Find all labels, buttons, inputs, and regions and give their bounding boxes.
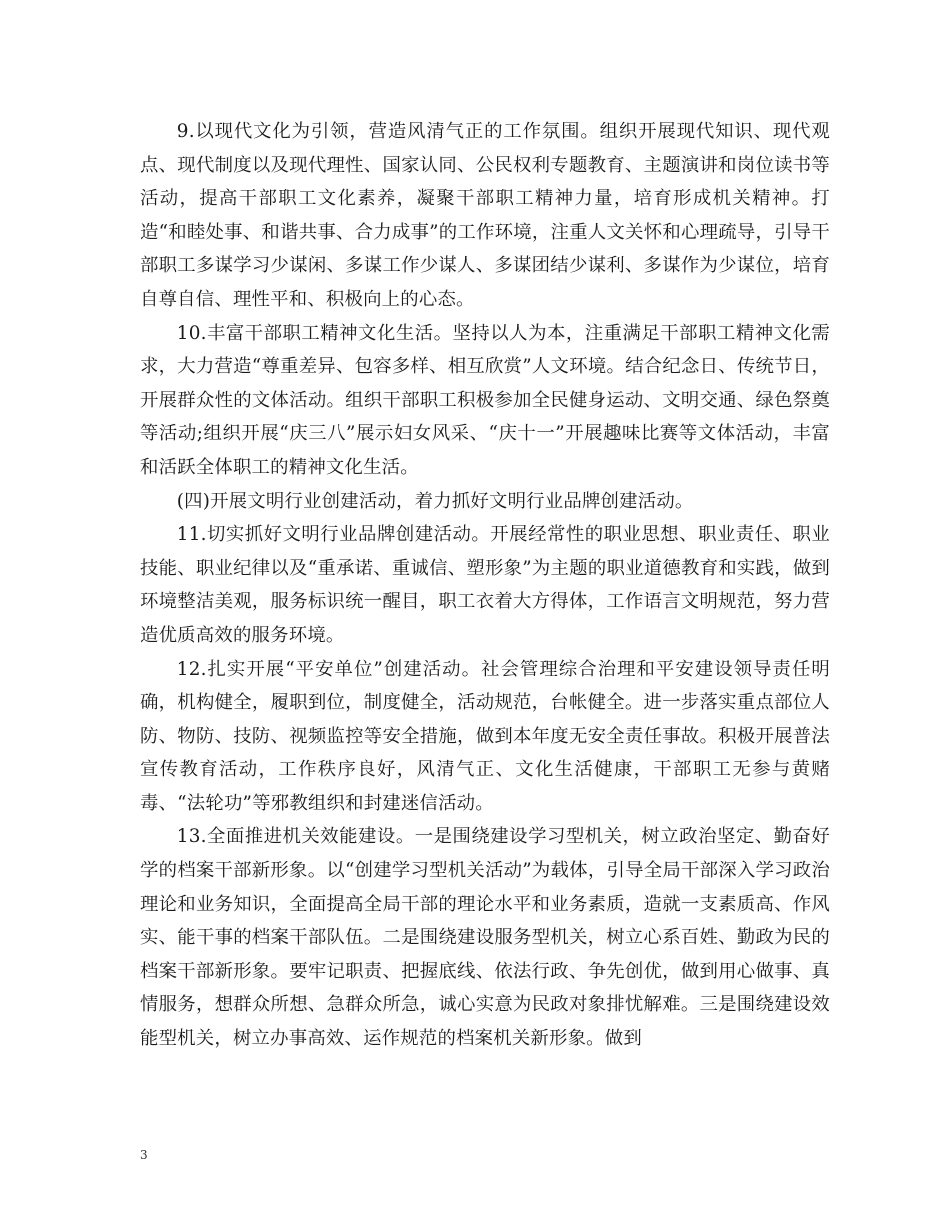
page-number: 3 [140,1148,148,1162]
paragraph-12: 12.扎实开展“平安单位”创建活动。社会管理综合治理和平安建设领导责任明确，机构健全，履职到位，制度健全，活动规范，台帐健全。进一步落实重点部位人防、物防、技防、视频监控等安全措施，做到本年度无安全责任事故。积极开展普法宣传教育活动，工作秩序良好，风清气正、文化生活健康，干部职工无参与黄赌毒、“法轮功”等邪教组织和封建迷信活动。 [140,658,830,814]
paragraph-13: 13.全面推进机关效能建设。一是围绕建设学习型机关，树立政治坚定、勤奋好学的档案干部新形象。以“创建学习型机关活动”为载体，引导全局干部深入学习政治理论和业务知识，全面提高全局干部的理论水平和业务素质，造就一支素质高、作风实、能干事的档案干部队伍。二是围绕建设服务型机关，树立心系百姓、勤政为民的档案干部新形象。要牢记职责、把握底线、依法行政、争先创优，做到用心做事、真情服务，想群众所想、急群众所急，诚心实意为民政对象排忧解难。三是围绕建设效能型机关，树立办事高效、运作规范的档案机关新形象。做到 [140,826,830,1050]
paragraph-11: 11.切实抓好文明行业品牌创建活动。开展经常性的职业思想、职业责任、职业技能、职业纪律以及“重承诺、重诚信、塑形象”为主题的职业道德教育和实践，做到环境整洁美观，服务标识统一醒目，职工衣着大方得体，工作语言文明规范，努力营造优质高效的服务环境。 [140,524,830,646]
paragraph-9: 9.以现代文化为引领，营造风清气正的工作氛围。组织开展现代知识、现代观点、现代制度以及现代理性、国家认同、公民权利专题教育、主题演讲和岗位读书等活动，提高干部职工文化素养，凝聚干部职工精神力量，培育形成机关精神。打造“和睦处事、和谐共事、合力成事”的工作环境，注重人文关怀和心理疏导，引导干部职工多谋学习少谋闲、多谋工作少谋人、多谋团结少谋利、多谋作为少谋位，培育自尊自信、理性平和、积极向上的心态。 [140,121,830,310]
paragraph-10: 10.丰富干部职工精神文化生活。坚持以人为本，注重满足干部职工精神文化需求，大力营造“尊重差异、包容多样、相互欣赏”人文环境。结合纪念日、传统节日，开展群众性的文体活动。组织干部职工积极参加全民健身运动、文明交通、绿色祭奠等活动;组织开展“庆三八”展示妇女风采、“庆十一”开展趣味比赛等文体活动，丰富和活跃全体职工的精神文化生活。 [140,322,830,478]
section-heading-4: (四)开展文明行业创建活动，着力抓好文明行业品牌创建活动。 [176,490,694,512]
document-body [140,115,830,1056]
